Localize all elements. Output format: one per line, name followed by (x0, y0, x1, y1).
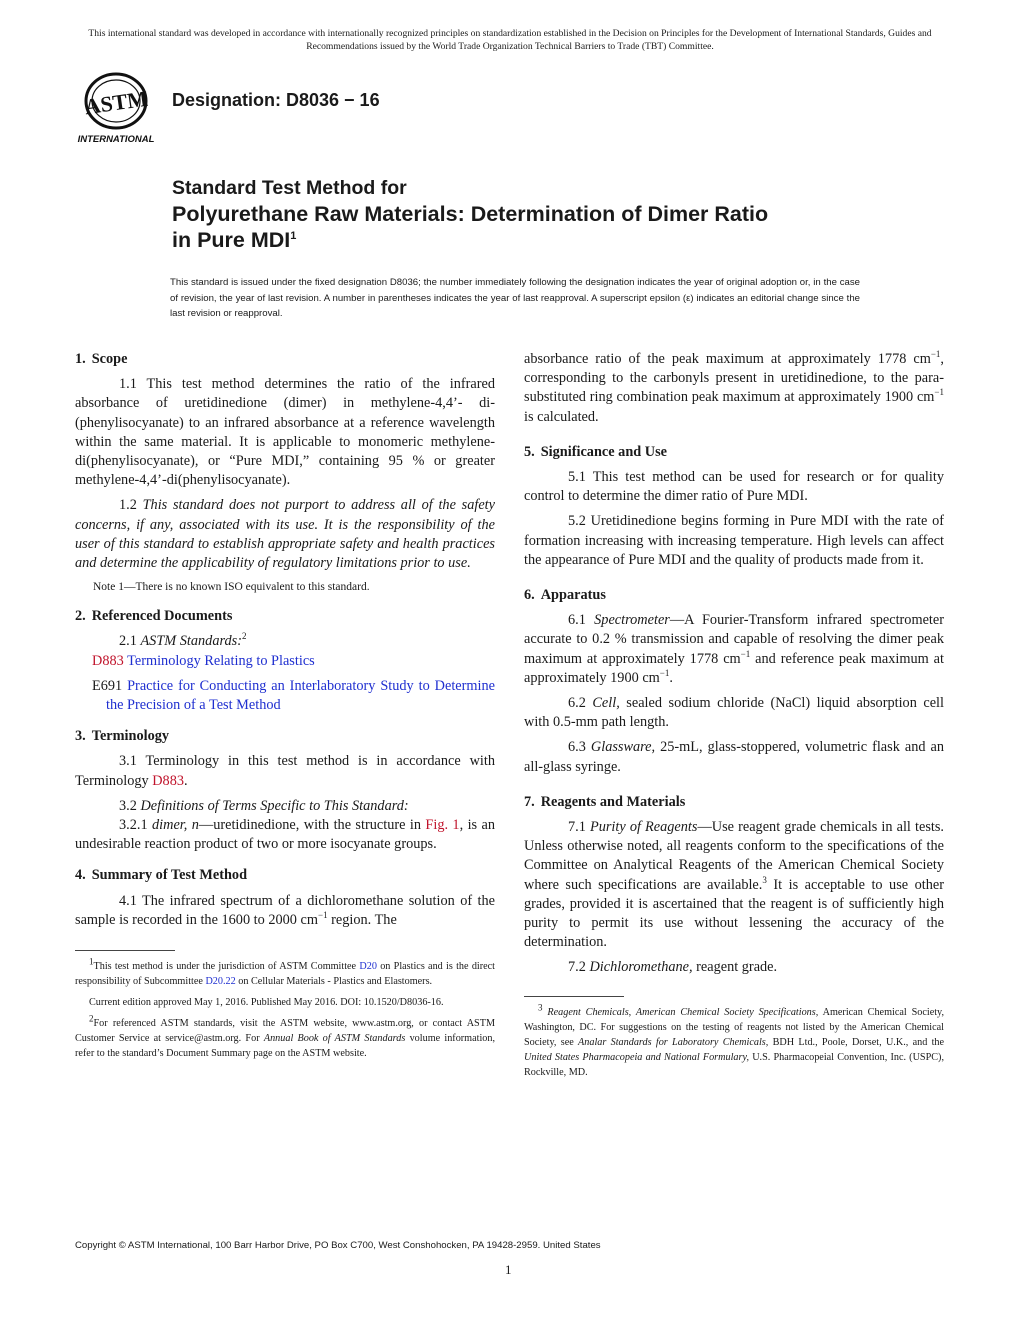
document-title (172, 175, 932, 253)
footnote-rule-right (524, 996, 624, 997)
footnote-1: $^1$This test method is under the jurisdiction of ASTM Committee D20 on Plastics and is the direct responsibility of Subcommittee D20.22 on Cellular Materials - Plastics and Elastomers. (75, 956, 496, 988)
section-heading-significance: 5. Significance and Use (524, 443, 668, 460)
para-4-1-continued: absorbance ratio of the peak maximum at approximately 1778 $cm^{-1}$, corresponding to the carbonyls present in uretidinedione, to the para-substituted ring combination peak maximum at approximately 1900 $cm^{-1}$ is calculated. (524, 349, 944, 425)
issued-note: This standard is issued under the fixed designation D8036; the number immediately following the designation indicates the year of original adoption or, in the case of revision, the year of last revision. A number in parentheses indicates the year of last reapproval. A superscript epsilon (ε) indicates an editorial change since the last revision or reapproval. (170, 277, 860, 319)
para-3-2: 3.2 Definitions of Terms Specific to This Standard: (119, 797, 409, 814)
para-1-2: 1.2 This standard does not purport to address all of the safety concerns, if any, associated with its use. It is the responsibility of the user of this standard to establish appropriate safety and health practices and determine the applicability of regulatory limitations prior to use. (75, 497, 495, 572)
astm-logo (72, 70, 162, 148)
note-1: Note 1—There is no known ISO equivalent to this standard. (93, 581, 370, 594)
para-6-2: 6.2 Cell, sealed sodium chloride (NaCl) liquid absorption cell with 0.5-mm path length. (524, 695, 944, 731)
left-column (75, 350, 495, 1067)
para-6-3: 6.3 Glassware, 25-mL, glass-stoppered, volumetric flask and an all-glass syringe. (524, 739, 945, 775)
section-heading-summary: 4. Summary of Test Method (75, 867, 248, 884)
footnote-2: $^2$For referenced ASTM standards, visit the ASTM website, www.astm.org, or contact ASTM Customer Service at service@astm.org. For Annual Book of ASTM Standards volume information, refer to the standard’s Document Summary page on the ASTM website. (75, 1013, 496, 1060)
link-d883[interactable]: D883 (152, 772, 185, 789)
copyright: Copyright © ASTM International, 100 Barr Harbor Drive, PO Box C700, West Conshohocken, PA 19428-2959. United States (75, 1240, 601, 1251)
page-number: 1 (505, 1262, 512, 1277)
footnote-rule (75, 950, 175, 951)
para-2-1: 2.1 ASTM Standards:$^2$ (119, 631, 247, 650)
title-footnote-mark: 1 (290, 229, 297, 242)
svg-text:ASTM: ASTM (82, 85, 150, 120)
link-fig-1[interactable]: Fig. 1 (425, 817, 460, 834)
title-line-2: Polyurethane Raw Materials: Determination of Dimer Ratio (172, 202, 769, 226)
title-line-1: Standard Test Method for (172, 177, 407, 199)
para-3-2-1: 3.2.1 dimer, n—uretidinedione, with the structure in Fig. 1, is an undesirable reaction product of two or more isocyanate groups. (75, 817, 495, 853)
right-column (524, 350, 944, 1086)
footnote-3: $^3$ Reagent Chemicals, American Chemical Society Specifications, American Chemical Society, Washington, DC. For suggestions on the testing of reagents not listed by the American Chemical Society, see Analar Standards for Laboratory Chemicals, BDH Ltd., Poole, Dorset, U.K., and the United States Pharmacopeia and National Formulary, U.S. Pharmacopeial Convention, Inc. (USPC), Rockville, MD. (524, 1002, 945, 1078)
link-d20-22[interactable]: D20.22 (205, 976, 236, 988)
footnote-1-edition: Current edition approved May 1, 2016. Published May 2016. DOI: 10.1520/D8036-16. (89, 997, 444, 1009)
section-heading-scope: 1. Scope (75, 351, 128, 367)
top-notice: This international standard was developed in accordance with internationally recognized principles on standardization established in the Decision on Principles for the Development of International Standards, Guides and Recommendations issued by the World Trade Organization Technical Barriers to Trade (TBT) Committee. (88, 28, 932, 52)
svg-text:INTERNATIONAL: INTERNATIONAL (77, 134, 155, 145)
para-3-1: 3.1 Terminology in this test method is in accordance with Terminology D883. (75, 753, 495, 789)
para-4-1-part-a: 4.1 The infrared spectrum of a dichloromethane solution of the sample is recorded in the 1600 to 2000 $cm^{-1}$ region. The (75, 892, 495, 928)
para-6-1: 6.1 Spectrometer—A Fourier-Transform infrared spectrometer accurate to 0.2 % transmission and capable of resolving the dimer peak maximum at approximately 1778 $cm^{-1}$ and reference peak maximum at approximately 1900 $cm^{-1}$. (524, 612, 944, 686)
para-5-1: 5.1 This test method can be used for research or for quality control to determine the dimer ratio of Pure MDI. (524, 469, 944, 505)
reference-d883[interactable]: D883 Terminology Relating to Plastics (92, 652, 315, 669)
section-heading-referenced-documents: 2. Referenced Documents (75, 608, 233, 625)
para-7-2: 7.2 Dichloromethane, reagent grade. (568, 959, 778, 976)
link-d20[interactable]: D20 (359, 961, 377, 973)
designation: Designation: D8036 − 16 (172, 90, 380, 110)
para-5-2: 5.2 Uretidinedione begins forming in Pure MDI with the rate of formation increasing with increasing temperature. High levels can affect the appearance of Pure MDI and the quality of products made from it. (524, 513, 944, 568)
section-heading-reagents: 7. Reagents and Materials (524, 793, 686, 810)
section-heading-apparatus: 6. Apparatus (524, 587, 606, 604)
para-7-1: 7.1 Purity of Reagents—Use reagent grade chemicals in all tests. Unless otherwise noted, all reagents conform to the specifications of the Committee on Analytical Reagents of the American Chemical Society where such specifications are available.$^3$ It is acceptable to use other grades, provided it is ascertained that the reagent is of sufficiently high purity to permit its use without lessening the accuracy of the determination. (524, 819, 945, 951)
para-1-1: 1.1 This test method determines the ratio of the infrared absorbance of uretidinedione (dimer) in methylene-4,4’- di-(phenylisocyanate) to an infrared absorbance at a reference wavelength within the same material. It is applicable to monomeric methylene-di(phenylisocyanate), or “Pure MDI,” containing 95 % or greater methylene-4,4’-di(phenylisocyanate). (75, 376, 495, 489)
reference-e691[interactable]: E691 Practice for Conducting an Interlaboratory Study to Determine the Precision of a Test Method (92, 677, 495, 714)
title-line-3: in Pure MDI$^1$ (172, 228, 297, 252)
section-heading-terminology: 3. Terminology (75, 728, 170, 745)
